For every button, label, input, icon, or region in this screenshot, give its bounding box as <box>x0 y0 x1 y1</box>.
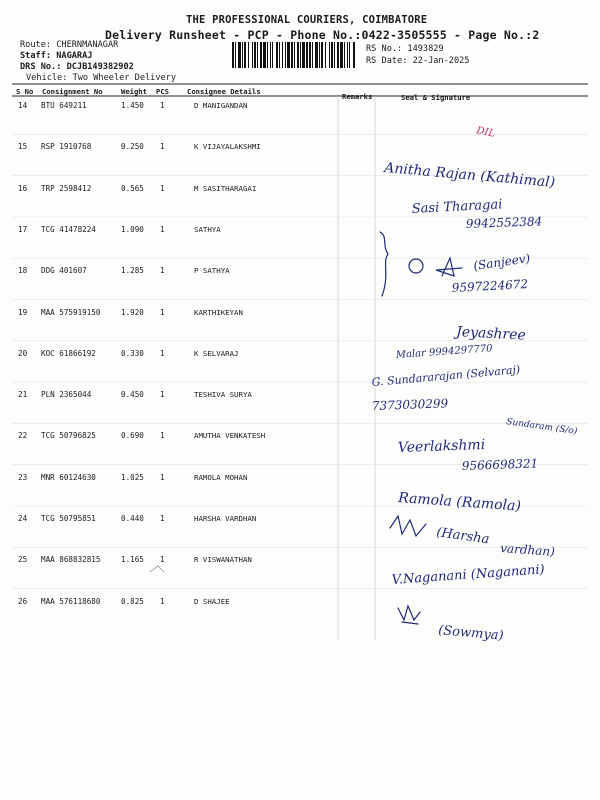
row-weight: 0.450 <box>121 390 144 400</box>
row-weight: 0.690 <box>121 431 144 441</box>
row-pcs: 1 <box>160 183 165 193</box>
row-consignee-name: M SASITHARAGAI <box>194 183 257 193</box>
row-pcs: 1 <box>160 142 165 152</box>
row-consignment-no: TCG 41478224 <box>41 224 96 234</box>
signature-row-26: (Sowmya) <box>437 623 505 644</box>
phone-row-16: 9942552384 <box>465 214 543 231</box>
row-consignee-name: K SELVARAJ <box>194 348 239 358</box>
row-consignment-no: PLN 2365044 <box>41 390 92 400</box>
row-pcs: 1 <box>160 390 165 400</box>
row-consignee-name: D SHAJEE <box>194 596 230 606</box>
row-pcs: 1 <box>160 596 165 606</box>
row-sno: 24 <box>18 514 28 523</box>
row-consignment-no: KOC 61866192 <box>41 348 96 358</box>
row-consignee-name: R VISWANATHAN <box>194 555 252 565</box>
row-consignee-name: D MANIGANDAN <box>194 101 248 110</box>
runsheet-title: Delivery Runsheet - PCP - Phone No.:0422-3505555 - Page No.:2 <box>105 28 540 42</box>
signature-row-21: Sundaram (S/o) <box>505 417 578 437</box>
phone-row-21: 7373030299 <box>371 396 449 413</box>
row-sno: 21 <box>18 390 28 400</box>
row-pcs: 1 <box>160 266 165 276</box>
row-pcs: 1 <box>160 514 165 523</box>
row-weight: 1.090 <box>121 224 144 234</box>
row-weight: 1.025 <box>121 472 144 482</box>
row-consignment-no: TCG 50796825 <box>41 431 96 441</box>
row-consignment-no: MAA 576118680 <box>41 596 101 606</box>
row-weight: 1.920 <box>121 307 144 317</box>
row-consignment-no: RSP 1910768 <box>41 142 92 152</box>
signature-row-20b: G. Sundararajan (Selvaraj) <box>371 363 521 389</box>
signature-row-25: V.Naganani (Naganani) <box>391 562 546 588</box>
signature-row-24b: vardhan) <box>499 541 556 559</box>
row-consignee-name: HARSHA VARDHAN <box>194 514 257 523</box>
row-weight: 1.450 <box>121 101 144 110</box>
row-sno: 14 <box>18 101 28 110</box>
row-consignment-no: MAA 868832815 <box>41 555 101 565</box>
row-consignee-name: SATHYA <box>194 224 221 234</box>
row-sno: 20 <box>18 348 28 358</box>
signature-row-16: Sasi Tharagai <box>411 197 503 217</box>
signature-row-20a: Malar 9994297770 <box>395 343 493 361</box>
col-weight: Weight <box>121 87 147 96</box>
phone-row-18: 9597224672 <box>451 277 529 295</box>
col-pcs: PCS <box>156 87 169 96</box>
row-sno: 15 <box>18 142 28 152</box>
row-weight: 1.285 <box>121 266 144 276</box>
row-sno: 25 <box>18 555 28 565</box>
drs-number: DRS No.: DCJB149382902 <box>20 62 134 72</box>
col-remarks: Remarks <box>342 92 373 101</box>
row-consignment-no: TRP 2598412 <box>41 183 92 193</box>
row-pcs: 1 <box>160 307 165 317</box>
row-consignment-no: TCG 50795851 <box>41 514 96 523</box>
signature-row-24a: (Harsha <box>435 525 491 548</box>
signature-row-23: Ramola (Ramola) <box>397 490 522 515</box>
row-pcs: 1 <box>160 472 165 482</box>
row-sno: 19 <box>18 307 28 317</box>
route-label: Route: CHERNMANAGAR <box>20 40 119 50</box>
row-consignee-name: KARTHIKEYAN <box>194 307 243 317</box>
signature-row-19: Jeyashree <box>455 324 527 344</box>
row-pcs: 1 <box>160 555 165 565</box>
rs-number: RS No.: 1493829 <box>366 44 444 54</box>
row-consignment-no: MNR 60124630 <box>41 472 96 482</box>
row-weight: 0.330 <box>121 348 144 358</box>
row-sno: 18 <box>18 266 28 276</box>
row-pcs: 1 <box>160 224 165 234</box>
signature-row-18: (Sanjeev) <box>472 251 532 273</box>
table-grid <box>12 0 588 800</box>
row-weight: 0.440 <box>121 514 144 523</box>
staff-label: Staff: NAGARAJ <box>20 51 93 61</box>
row-sno: 17 <box>18 224 28 234</box>
row-consignee-name: TESHIVA SURYA <box>194 390 252 400</box>
signature-row-22: Veerlakshmi <box>397 436 486 456</box>
rs-date: RS Date: 22-Jan-2025 <box>366 56 470 66</box>
ink-mark: DIL <box>475 125 496 140</box>
vehicle-label: Vehicle: Two Wheeler Delivery <box>26 73 177 83</box>
row-consignee-name: RAMOLA MOHAN <box>194 472 248 482</box>
company-name: THE PROFESSIONAL COURIERS, COIMBATORE <box>186 14 428 26</box>
phone-row-22: 9566698321 <box>461 456 539 473</box>
row-weight: 0.250 <box>121 142 144 152</box>
row-sno: 23 <box>18 472 28 482</box>
row-weight: 0.565 <box>121 183 144 193</box>
row-sno: 16 <box>18 183 28 193</box>
col-sno: S No <box>16 87 34 96</box>
row-consignment-no: BTU 649211 <box>41 101 87 110</box>
row-pcs: 1 <box>160 101 165 110</box>
row-sno: 26 <box>18 596 28 606</box>
row-consignee-name: AMUTHA VENKATESH <box>194 431 266 441</box>
row-consignment-no: DDG 401607 <box>41 266 87 276</box>
col-consignee: Consignee Details <box>187 87 261 96</box>
row-pcs: 1 <box>160 348 165 358</box>
row-pcs: 1 <box>160 431 165 441</box>
col-consignment: Consignment No <box>42 87 103 96</box>
row-weight: 1.165 <box>121 555 144 565</box>
row-weight: 0.825 <box>121 596 144 606</box>
signature-row-15: Anitha Rajan (Kathimal) <box>383 160 556 191</box>
row-sno: 22 <box>18 431 28 441</box>
col-seal-signature: Seal & Signature <box>401 93 471 102</box>
row-consignment-no: MAA 575919150 <box>41 307 101 317</box>
row-consignee-name: P SATHYA <box>194 266 230 276</box>
row-consignee-name: K VIJAYALAKSHMI <box>194 142 261 152</box>
